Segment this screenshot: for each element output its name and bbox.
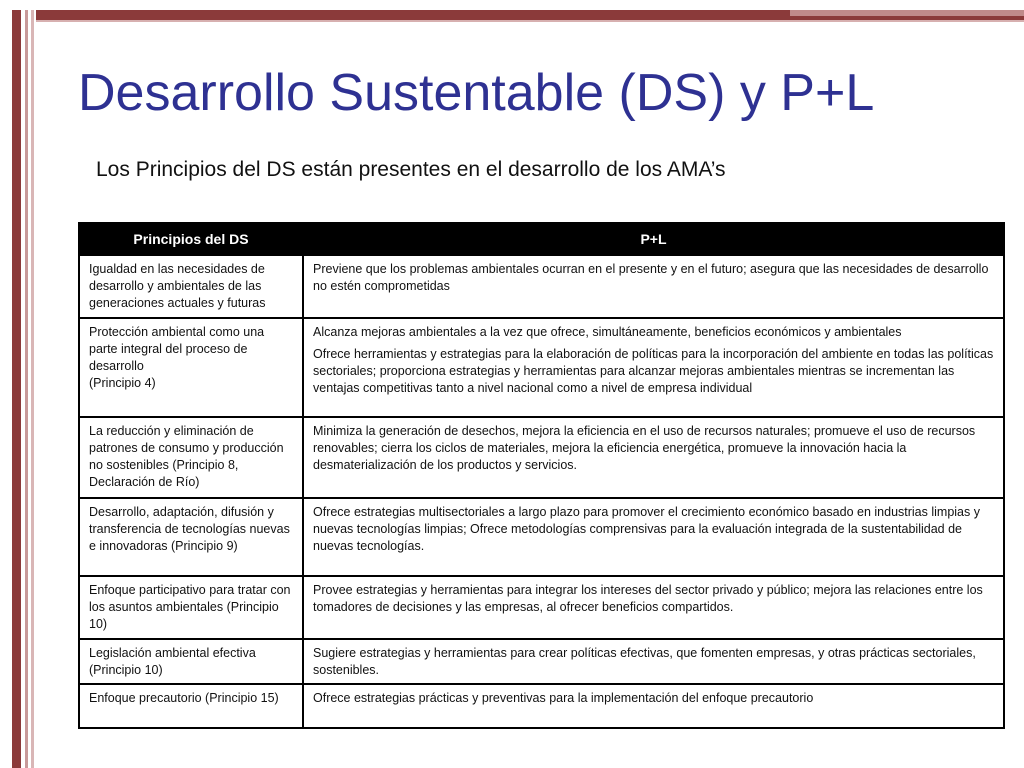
table-row bbox=[79, 639, 1004, 684]
table-row bbox=[79, 498, 1004, 576]
principle-cell bbox=[79, 318, 303, 417]
header-pl: P+L bbox=[303, 223, 1004, 255]
pl-text: Ofrece estrategias multisectoriales a largo plazo para promover el crecimiento económico basado en industrias limpias y nuevas tecnologías limpias; Ofrece metodologías comprensivas para la evaluación integrada de la sustentabilidad de nuevas tecnologías. bbox=[313, 505, 980, 553]
principle-text: Enfoque precautorio (Principio 15) bbox=[89, 690, 279, 705]
principle-cell bbox=[79, 255, 303, 318]
left-decor-line-light bbox=[31, 10, 34, 768]
pl-text: Sugiere estrategias y herramientas para crear políticas efectivas, que fomenten empresas, y otras prácticas sectoriales, sostenibles. bbox=[313, 646, 976, 677]
principle-cell bbox=[79, 498, 303, 576]
principle-text: Enfoque participativo para tratar con los asuntos ambientales (Principio 10) bbox=[89, 583, 291, 631]
pl-cell bbox=[303, 576, 1004, 639]
pl-text: Ofrece estrategias prácticas y preventivas para la implementación del enfoque precautorio bbox=[313, 690, 814, 705]
principles-table bbox=[78, 222, 1005, 729]
principle-cell bbox=[79, 684, 303, 728]
pl-text: Provee estrategias y herramientas para integrar los intereses del sector privado y público; mejora las relaciones entre los tomadores de decisiones y las empresas, al ofrecer beneficios compartidos. bbox=[313, 583, 983, 614]
pl-cell bbox=[303, 318, 1004, 417]
pl-cell bbox=[303, 498, 1004, 576]
principle-cell bbox=[79, 417, 303, 498]
principle-text: Igualdad en las necesidades de desarrollo y ambientales de las generaciones actuales y futuras bbox=[89, 262, 266, 310]
top-decor-accent bbox=[790, 10, 1024, 16]
principle-cell bbox=[79, 576, 303, 639]
table-row bbox=[79, 684, 1004, 728]
header-principles: Principios del DS bbox=[79, 223, 303, 255]
principle-cell bbox=[79, 639, 303, 684]
pl-cell bbox=[303, 417, 1004, 498]
pl-text: Previene que los problemas ambientales ocurran en el presente y en el futuro; asegura que las necesidades de desarrollo no estén comprometidas bbox=[313, 262, 989, 293]
table-row bbox=[79, 576, 1004, 639]
left-decor-line bbox=[25, 10, 28, 768]
slide-title: Desarrollo Sustentable (DS) y P+L bbox=[78, 64, 875, 122]
principle-text: Protección ambiental como una parte integral del proceso de desarrollo bbox=[89, 325, 265, 373]
principle-text: La reducción y eliminación de patrones de consumo y producción no sostenibles (Principio 8, Declaración de Río) bbox=[89, 424, 284, 489]
pl-text: Alcanza mejoras ambientales a la vez que ofrece, simultáneamente, beneficios económicos y ambientales bbox=[313, 325, 902, 339]
pl-cell bbox=[303, 639, 1004, 684]
slide-subtitle: Los Principios del DS están presentes en el desarrollo de los AMA’s bbox=[96, 158, 726, 181]
table-row bbox=[79, 318, 1004, 417]
principle-ref: (Principio 4) bbox=[89, 375, 156, 390]
principle-text: Desarrollo, adaptación, difusión y transferencia de tecnologías nuevas e innovadoras (Principio 9) bbox=[89, 505, 290, 553]
pl-cell bbox=[303, 684, 1004, 728]
table-row bbox=[79, 255, 1004, 318]
table-header-row bbox=[79, 223, 1004, 255]
pl-text: Minimiza la generación de desechos, mejora la eficiencia en el uso de recursos naturales; promueve el uso de recursos renovables; cierra los ciclos de materiales, mejora la eficiencia energética, promueve la innovación hacia la desmaterialización de los productos y servicios. bbox=[313, 424, 976, 472]
principle-text: Legislación ambiental efectiva (Principio 10) bbox=[89, 646, 256, 677]
table-row bbox=[79, 417, 1004, 498]
pl-text: Ofrece herramientas y estrategias para la elaboración de políticas para la incorporación del ambiente en todas las políticas sectoriales; proporciona estrategias y herramientas para alcanzar mejoras ambientales mientras se incrementan las ventajas competitivas tanto a nivel nacional como a nivel de empresa individual bbox=[313, 346, 994, 395]
pl-cell bbox=[303, 255, 1004, 318]
left-decor-bar bbox=[12, 10, 21, 768]
top-decor-line bbox=[36, 20, 1024, 22]
